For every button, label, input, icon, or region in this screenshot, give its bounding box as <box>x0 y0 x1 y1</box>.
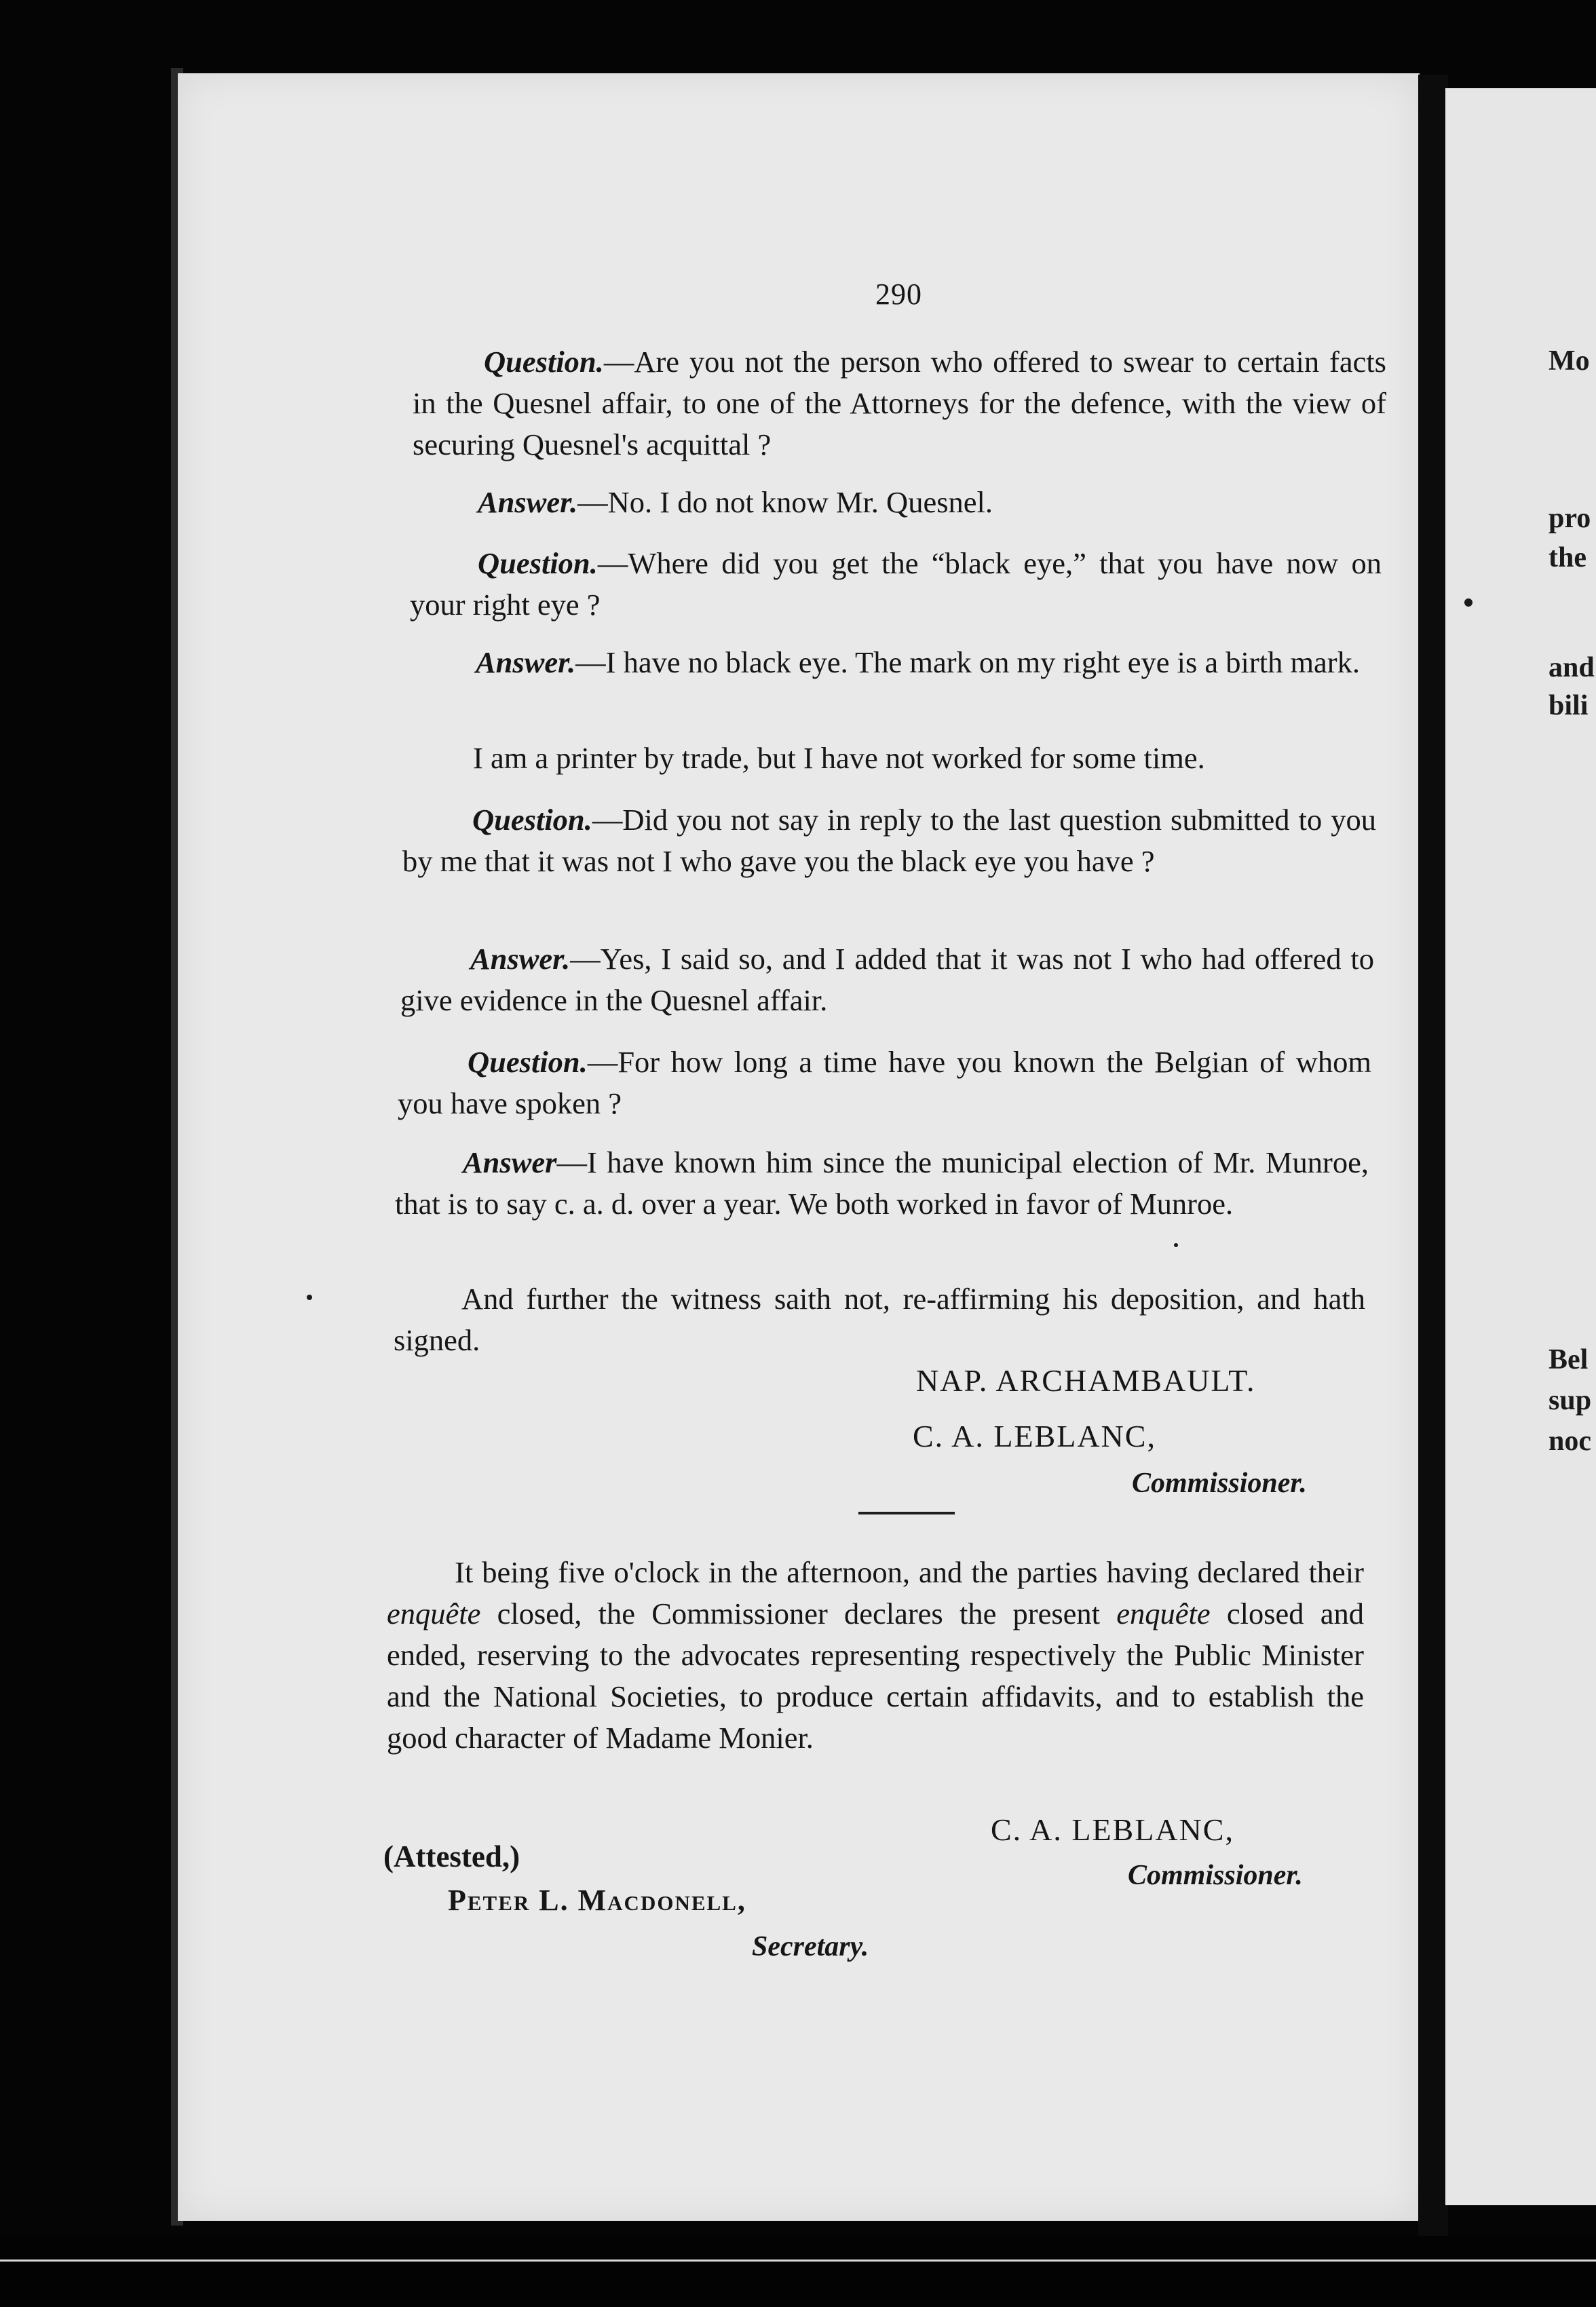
ink-speck <box>307 1295 312 1300</box>
commissioner-signature: C. A. LEBLANC, <box>991 1812 1234 1847</box>
scan-border <box>0 2236 1596 2307</box>
question-label: Question. <box>484 345 604 379</box>
closing-text-italic: enquête <box>387 1597 481 1631</box>
closing-text-italic: enquête <box>1116 1597 1211 1631</box>
paragraph-text: —For how long a time have you known the Belgian of whom you have spoken ? <box>398 1045 1371 1120</box>
book-gutter <box>1418 75 1448 2246</box>
testimony-paragraph <box>413 341 1386 465</box>
facing-page-fragment: Mo <box>1548 345 1590 377</box>
ink-speck <box>1174 1243 1178 1247</box>
scan-rule <box>0 2260 1596 2262</box>
answer-label: Answer. <box>470 942 571 976</box>
testimony-paragraph <box>400 938 1374 1021</box>
witness-signature: NAP. ARCHAMBAULT. <box>916 1363 1256 1398</box>
question-label: Question. <box>478 546 598 580</box>
paragraph-text: I am a printer by trade, but I have not worked for some time. <box>473 741 1205 775</box>
ink-speck <box>1464 598 1472 607</box>
attested-label: (Attested,) <box>383 1839 520 1873</box>
commissioner-title: Commissioner. <box>1132 1468 1307 1499</box>
facing-page <box>1445 88 1596 2205</box>
secretary-title: Secretary. <box>752 1931 869 1962</box>
testimony-paragraph <box>405 738 1379 779</box>
paragraph-text: —No. I do not know Mr. Quesnel. <box>577 485 993 519</box>
testimony-paragraph <box>410 543 1382 626</box>
answer-label: Answer. <box>478 485 578 519</box>
closing-text: closed and ended, reserving to the advocates representing respectively the Public Minister and the National Societies, to produce certain affidavits, and to establish the good character of Madame Monier. <box>387 1597 1365 1755</box>
testimony-paragraph <box>406 642 1378 683</box>
testimony-paragraph <box>402 799 1376 882</box>
secretary-name: Peter L. Macdonell, <box>448 1884 746 1917</box>
paragraph-text: And further the witness saith not, re-affirming his deposition, and hath signed. <box>394 1282 1365 1357</box>
facing-page-fragment: sup <box>1548 1385 1592 1416</box>
answer-label: Answer. <box>476 645 576 679</box>
paragraph-text: —I have known him since the municipal election of Mr. Munroe, that is to say c. a. d. over a year. We both worked in favor of Munroe. <box>395 1145 1369 1221</box>
page-number: 290 <box>875 278 922 311</box>
closing-text: It being five o'clock in the afternoon, and the parties having declared their <box>455 1555 1364 1589</box>
paragraph-text: —Yes, I said so, and I added that it was not I who had offered to give evidence in the Quesnel affair. <box>400 942 1374 1017</box>
commissioner-signature: C. A. LEBLANC, <box>913 1419 1156 1453</box>
question-label: Question. <box>468 1045 588 1079</box>
facing-page-fragment: noc <box>1548 1426 1591 1457</box>
paragraph-text: —Where did you get the “black eye,” that you have now on your right eye ? <box>410 546 1382 622</box>
paragraph-text: —I have no black eye. The mark on my right eye is a birth mark. <box>575 645 1360 679</box>
section-divider <box>858 1512 955 1514</box>
facing-page-fragment: bili <box>1548 690 1589 721</box>
question-label: Question. <box>472 803 592 837</box>
facing-page-fragment: and <box>1548 652 1595 683</box>
facing-page-fragment: the <box>1548 542 1586 573</box>
testimony-paragraph <box>395 1142 1369 1225</box>
facing-page-fragment: pro <box>1548 503 1591 534</box>
paragraph-text: —Did you not say in reply to the last question submitted to you by me that it was not I who gave you the black eye you have ? <box>402 803 1376 878</box>
commissioner-title: Commissioner. <box>1128 1860 1303 1891</box>
testimony-paragraph <box>394 1278 1365 1361</box>
testimony-paragraph <box>398 1042 1371 1124</box>
testimony-paragraph <box>410 482 1384 523</box>
closing-text: closed, the Commissioner declares the present <box>480 1597 1117 1631</box>
paragraph-text: —Are you not the person who offered to swear to certain facts in the Quesnel affair, to one of the Attorneys for the defence, with the view of securing Quesnel's acquittal ? <box>413 345 1386 461</box>
closing-paragraph <box>387 1552 1364 1759</box>
facing-page-fragment: Bel <box>1548 1344 1589 1375</box>
answer-label: Answer <box>463 1145 557 1179</box>
